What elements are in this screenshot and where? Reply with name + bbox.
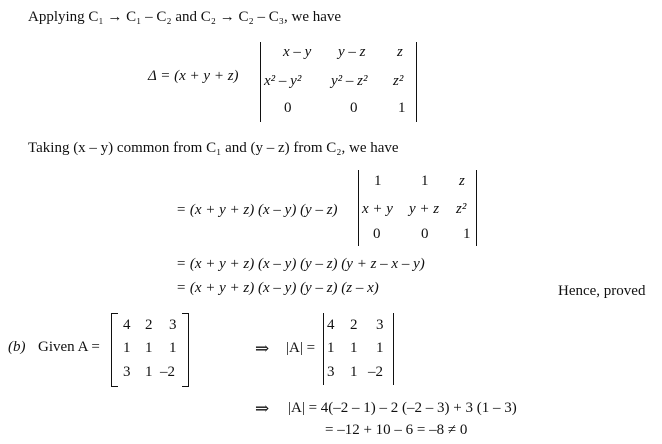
- det1-left-bar: [260, 42, 261, 122]
- matrix-a-r3c1: 3: [123, 364, 131, 380]
- eq2-lhs: = (x + y + z) (x – y) (y – z): [176, 202, 338, 218]
- matrix-a-r1c2: 2: [145, 317, 153, 333]
- matrix-a-r2c2: 1: [145, 340, 153, 356]
- expansion-line-1: |A| = 4(–2 – 1) – 2 (–2 – 3) + 3 (1 – 3): [288, 400, 517, 416]
- det2-r3c1: 0: [373, 226, 381, 242]
- matrix-a-r2c3: 1: [169, 340, 177, 356]
- det-a-r2c2: 1: [350, 340, 358, 356]
- det2-right-bar: [476, 170, 477, 246]
- det2-r2c2: y + z: [409, 201, 440, 217]
- det2-r2c3: z²: [456, 201, 467, 217]
- hence-proved: Hence, proved: [558, 283, 646, 299]
- matrix-a-r1c1: 4: [123, 317, 131, 333]
- det2-left-bar: [358, 170, 359, 246]
- det-a-r1c1: 4: [327, 317, 335, 333]
- implies-arrow-1: ⇒: [255, 339, 270, 358]
- step-2-text: Taking (x – y) common from C₁ and (y – z) from C₂, we have: [28, 140, 399, 156]
- det-a-r1c2: 2: [350, 317, 358, 333]
- matrix-a-left-bracket: [111, 313, 118, 387]
- expansion-line-2: = –12 + 10 – 6 = –8 ≠ 0: [325, 422, 468, 438]
- det-a-r3c2: 1: [350, 364, 358, 380]
- eq3: = (x + y + z) (x – y) (y – z) (y + z – x – y): [176, 256, 425, 272]
- det1-r2c2: y² – z²: [331, 73, 368, 89]
- det2-r2c1: x + y: [362, 201, 393, 217]
- det2-r3c2: 0: [421, 226, 429, 242]
- det-a-r2c3: 1: [376, 340, 384, 356]
- det2-r1c1: 1: [374, 173, 382, 189]
- given-text: Given A =: [38, 339, 100, 355]
- step-1-text: Applying C₁ → C₁ – C₂ and C₂ → C₂ – C₃, we have: [28, 9, 342, 25]
- det1-r3c3: 1: [398, 100, 406, 116]
- det1-r3c1: 0: [284, 100, 292, 116]
- det1-r1c1: x – y: [283, 44, 312, 60]
- det2-r1c2: 1: [421, 173, 429, 189]
- det-a-r1c3: 3: [376, 317, 384, 333]
- matrix-a-r3c2: 1: [145, 364, 153, 380]
- matrix-a-r1c3: 3: [169, 317, 177, 333]
- implies-arrow-2: ⇒: [255, 399, 270, 418]
- det1-r1c2: y – z: [338, 44, 366, 60]
- matrix-a-r3c3: –2: [160, 364, 175, 380]
- det2-r1c3: z: [459, 173, 465, 189]
- det-a-r3c1: 3: [327, 364, 335, 380]
- det2-r3c3: 1: [463, 226, 471, 242]
- abs-a-label: |A| =: [286, 340, 316, 356]
- det1-r2c1: x² – y²: [264, 73, 302, 89]
- matrix-a-r2c1: 1: [123, 340, 131, 356]
- delta-lhs: Δ = (x + y + z): [148, 68, 239, 84]
- det1-right-bar: [416, 42, 417, 122]
- det-a-right-bar: [393, 313, 394, 385]
- det-a-r3c3: –2: [368, 364, 383, 380]
- part-b-label: (b): [8, 339, 26, 355]
- det1-r1c3: z: [397, 44, 403, 60]
- det-a-left-bar: [323, 313, 324, 385]
- det-a-r2c1: 1: [327, 340, 335, 356]
- matrix-a-right-bracket: [182, 313, 189, 387]
- det1-r3c2: 0: [350, 100, 358, 116]
- eq4: = (x + y + z) (x – y) (y – z) (z – x): [176, 280, 379, 296]
- det1-r2c3: z²: [393, 73, 404, 89]
